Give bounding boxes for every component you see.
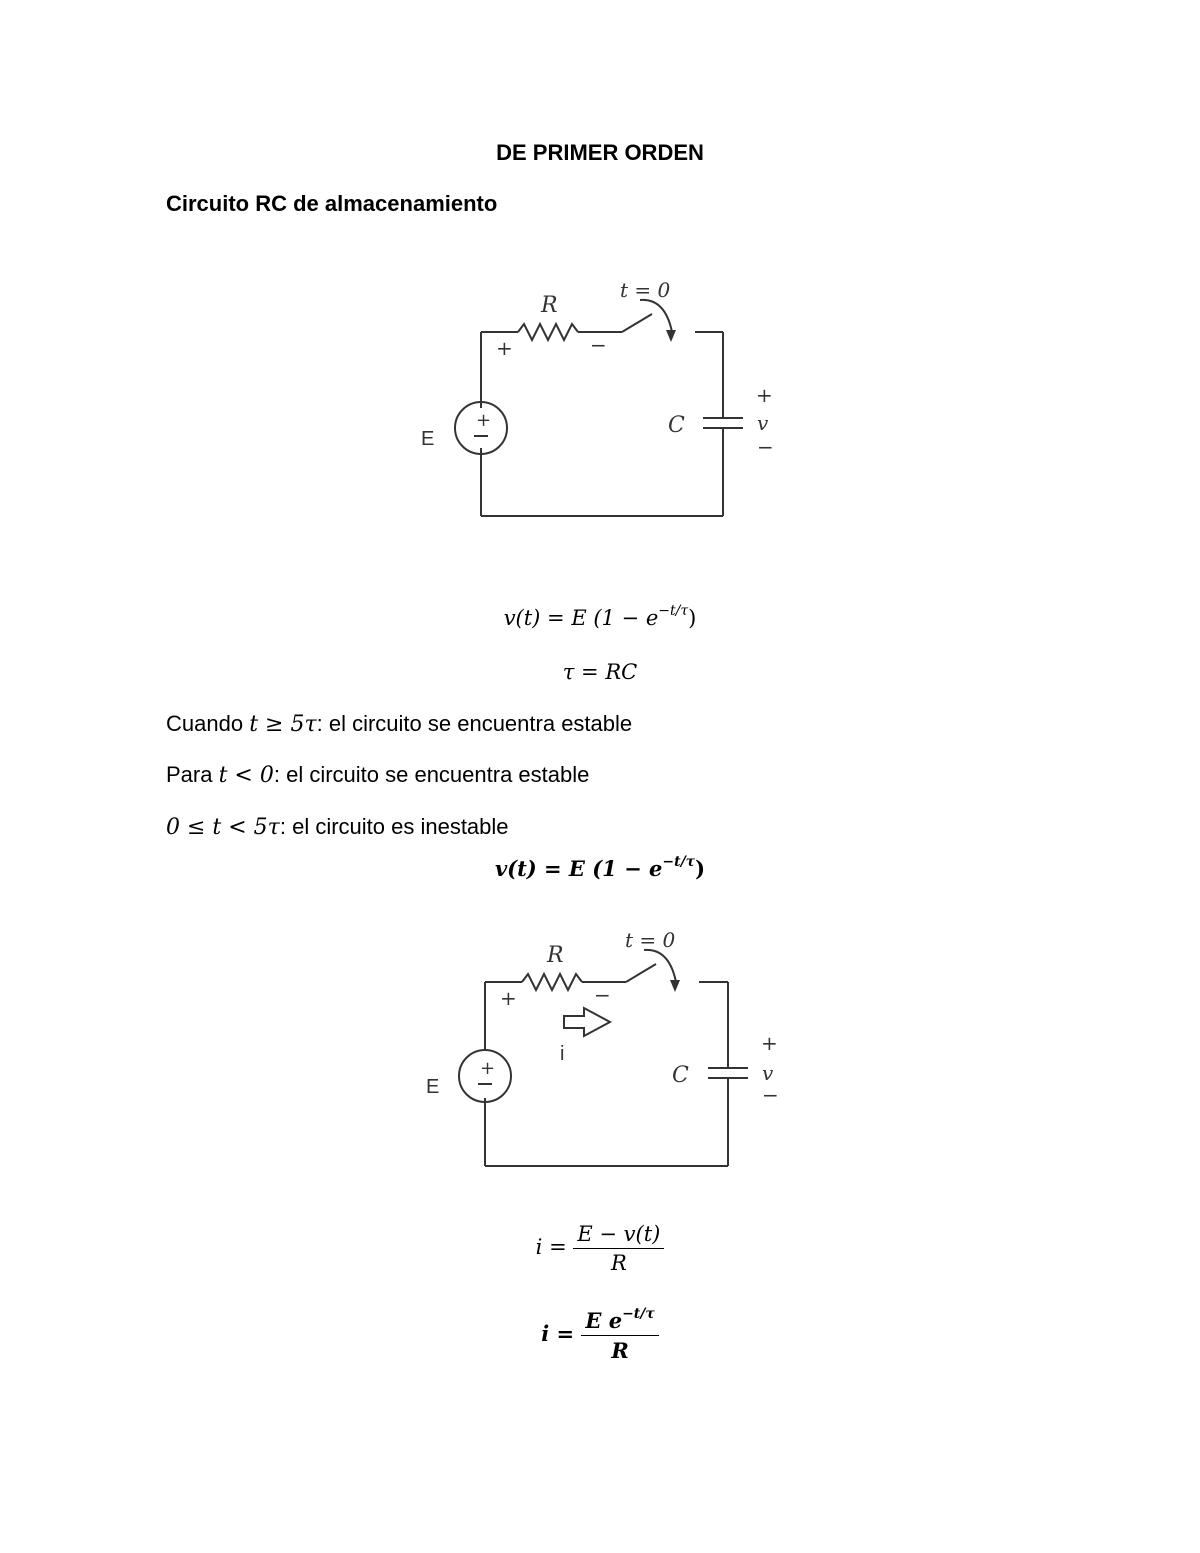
statement-stable-before <box>166 762 589 788</box>
source-label: E <box>421 428 435 450</box>
resistor-minus: − <box>590 333 607 357</box>
voltage-equation <box>0 603 1200 630</box>
voltage-label: v <box>757 411 769 435</box>
resistor-minus: − <box>594 983 611 1007</box>
current-equation-fraction <box>573 1222 664 1275</box>
capacitor-label: C <box>672 1063 689 1088</box>
voltage-label: v <box>762 1061 774 1085</box>
voltage-equation-bold-lhs: v(t) = E (1 − e <box>494 856 663 881</box>
current-equation-lhs: i = <box>535 1235 567 1259</box>
source-plus: + <box>480 1058 496 1079</box>
switch-label: t = 0 <box>620 278 671 302</box>
circuit-diagram-2 <box>404 920 804 1180</box>
current-label: i <box>560 1043 565 1065</box>
statement-math: 0 ≤ t < 5τ <box>166 815 280 840</box>
voltage-equation-exponent: −t/τ <box>658 603 689 619</box>
source-label: E <box>426 1076 440 1098</box>
current-equation-bold-denominator: R <box>611 1338 629 1363</box>
statement-math: t ≥ 5τ <box>249 712 317 737</box>
resistor-plus: + <box>496 336 513 360</box>
current-equation-bold-lhs: i = <box>541 1321 575 1346</box>
statement-text: : el circuito se encuentra estable <box>316 711 633 736</box>
statement-stable-after <box>166 711 632 737</box>
section-title: Circuito RC de almacenamiento <box>166 191 498 216</box>
voltage-plus: + <box>761 1031 778 1055</box>
current-equation-bold <box>0 1308 1200 1363</box>
resistor-label: R <box>541 293 558 318</box>
current-equation-denominator: R <box>610 1251 627 1275</box>
voltage-minus: − <box>762 1083 779 1107</box>
numerator-exponent: −t/τ <box>622 1306 655 1322</box>
resistor-label: R <box>547 943 564 968</box>
voltage-equation-close: ) <box>688 606 697 630</box>
voltage-minus: − <box>757 435 774 459</box>
current-equation-bold-fraction <box>581 1308 658 1363</box>
voltage-equation-lhs: v(t) = E (1 − e <box>503 606 659 630</box>
voltage-plus: + <box>756 383 773 407</box>
switch-label: t = 0 <box>625 928 676 952</box>
voltage-equation-bold <box>0 856 1200 881</box>
voltage-equation-bold-exponent: −t/τ <box>662 854 696 870</box>
current-equation <box>0 1222 1200 1275</box>
numerator-text: E e <box>585 1308 623 1333</box>
statement-unstable <box>166 814 509 840</box>
source-plus: + <box>476 410 492 431</box>
statement-text: Para <box>166 762 219 787</box>
page-title: DE PRIMER ORDEN <box>496 140 704 165</box>
statement-math: t < 0 <box>218 763 274 788</box>
statement-text: : el circuito se encuentra estable <box>273 762 590 787</box>
statement-text: Cuando <box>166 711 250 736</box>
statement-text: : el circuito es inestable <box>279 814 509 839</box>
current-arrow <box>564 1008 610 1036</box>
current-equation-numerator: E − v(t) <box>573 1222 664 1249</box>
circuit-diagram-1 <box>400 270 800 530</box>
current-equation-bold-numerator <box>581 1308 658 1336</box>
tau-equation: τ = RC <box>562 660 638 684</box>
capacitor-label: C <box>668 413 685 438</box>
voltage-equation-bold-close: ) <box>695 856 706 881</box>
resistor-plus: + <box>500 986 517 1010</box>
